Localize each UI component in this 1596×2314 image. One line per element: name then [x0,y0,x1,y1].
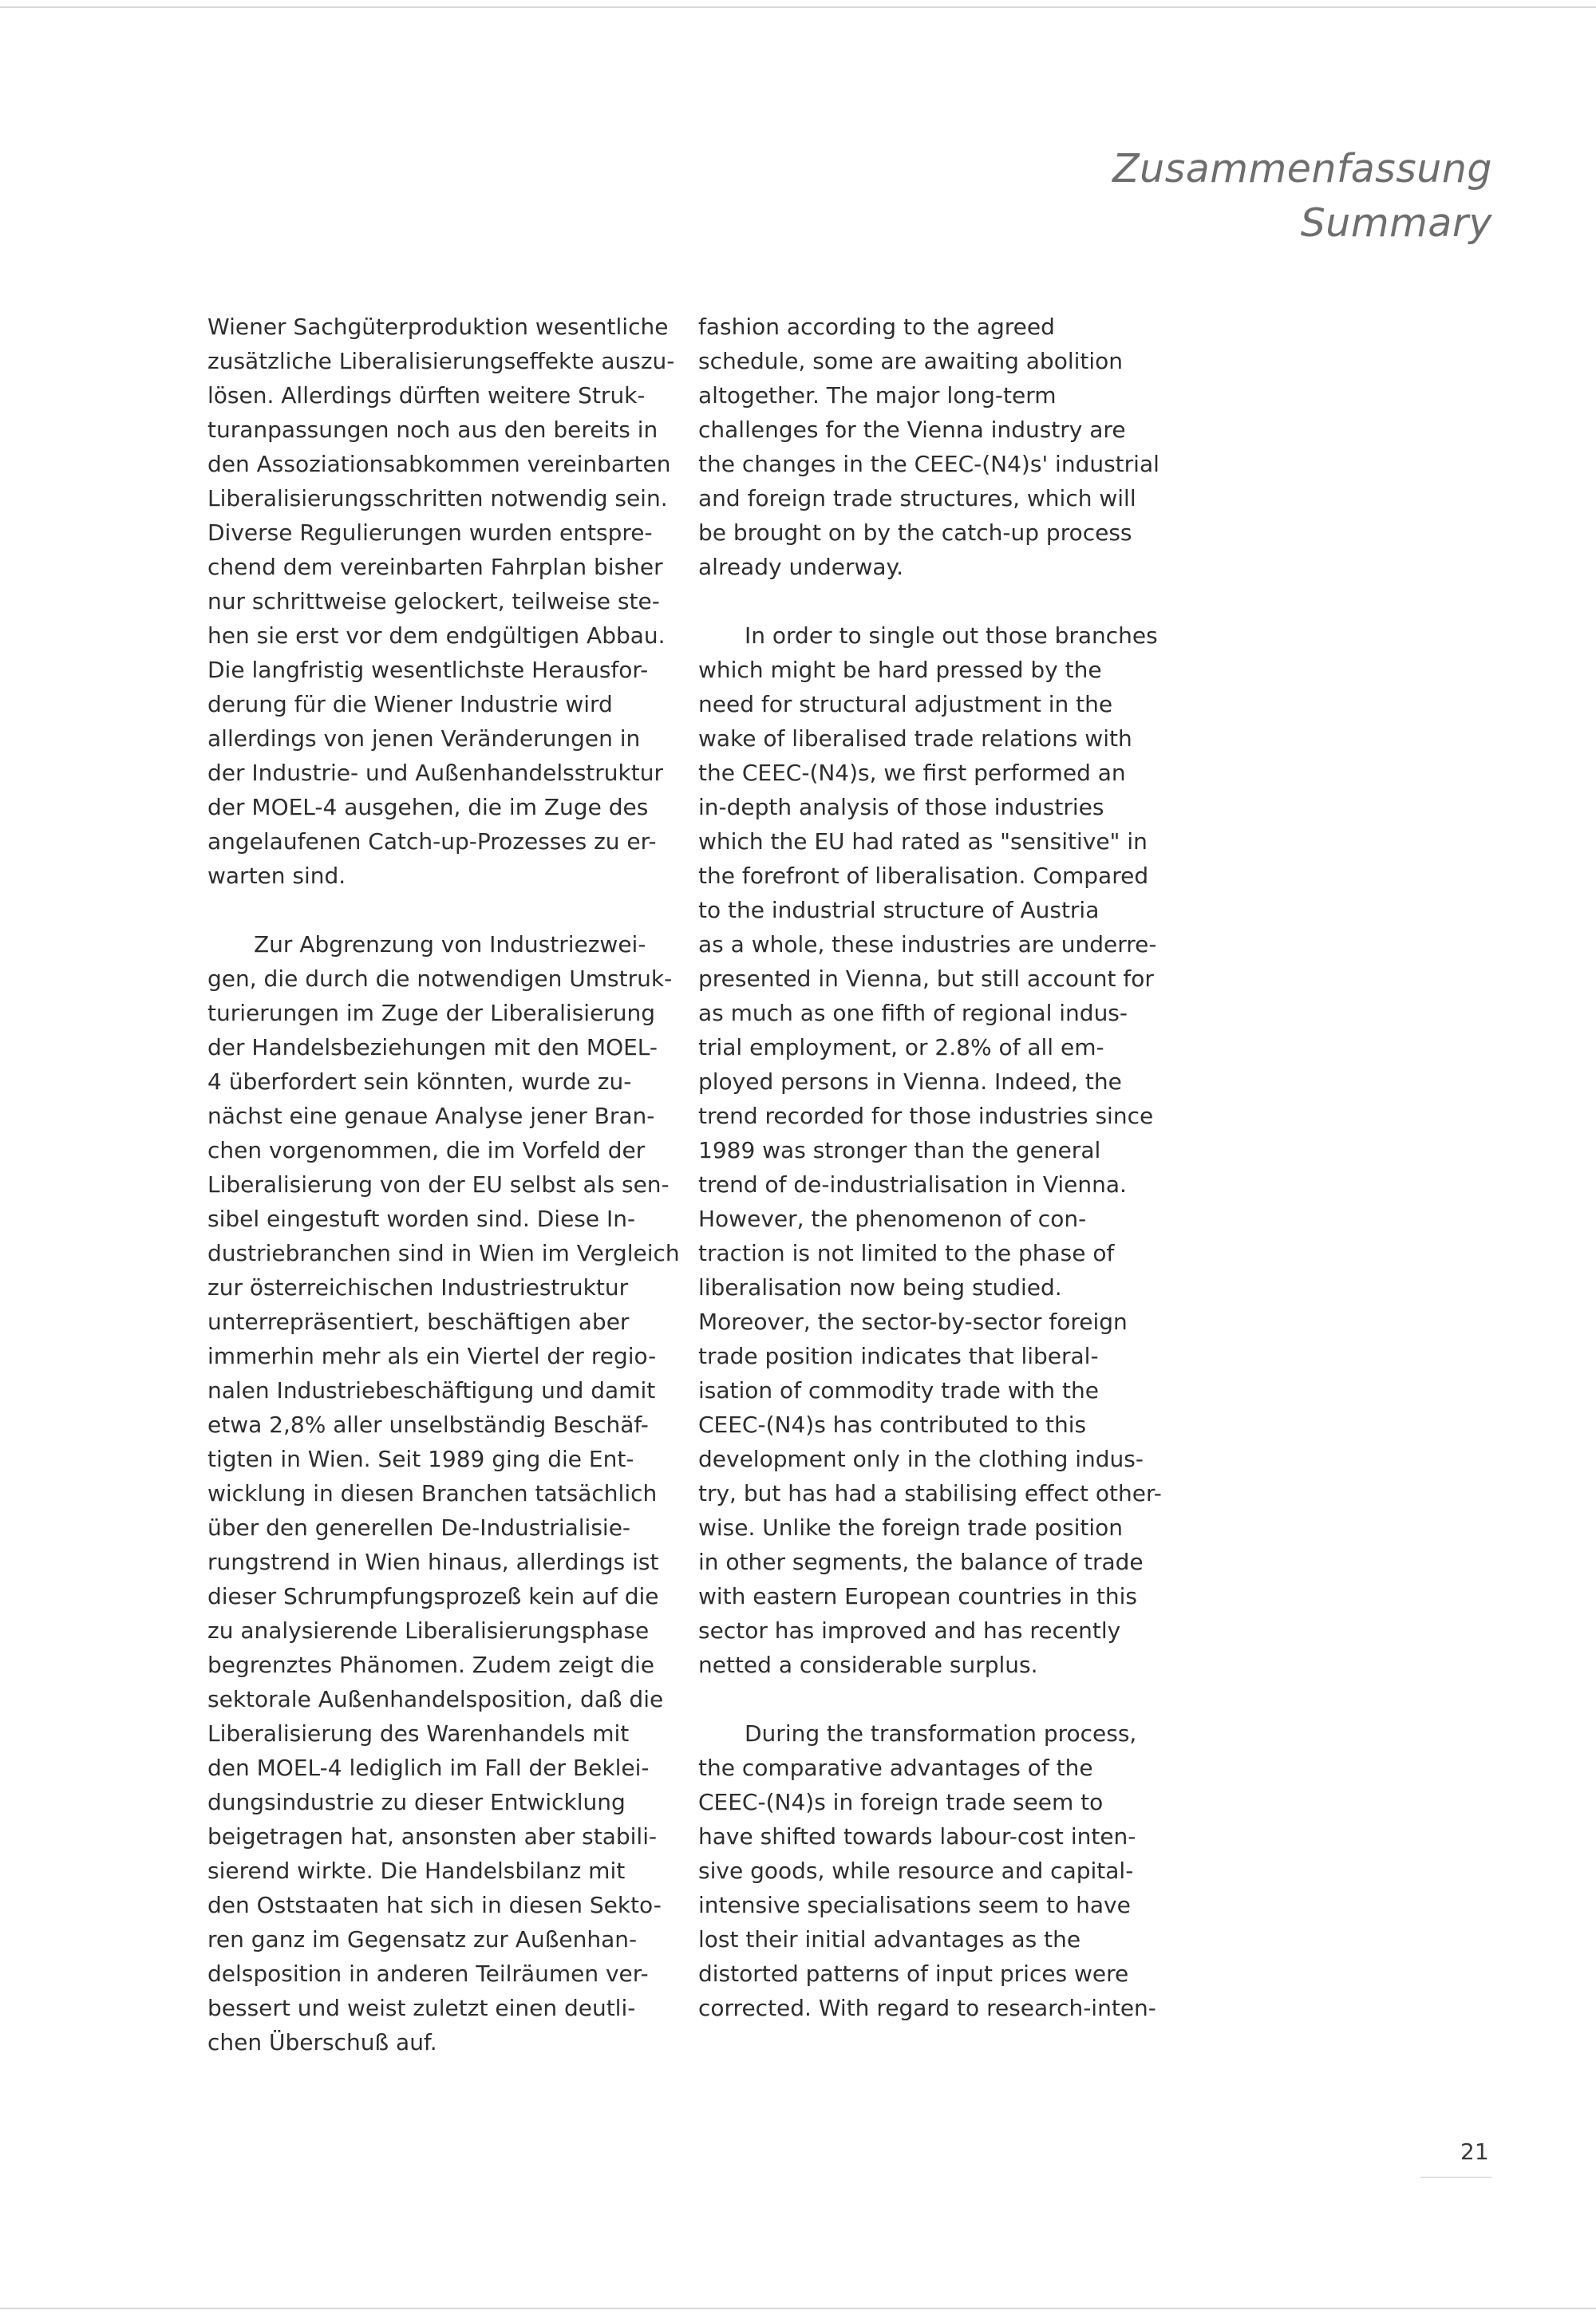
text-line: have shifted towards labour-cost inten- [698,1823,1136,1850]
text-line: zusätzliche Liberalisierungseffekte auszu- [207,348,675,374]
text-line: chend dem vereinbarten Fahrplan bisher [207,554,663,580]
text-line: bessert und weist zuletzt einen deutli- [207,1995,636,2021]
scan-edge-bottom [0,2308,1596,2309]
text-line: altogether. The major long-term [698,382,1057,409]
text-line: be brought on by the catch-up process [698,519,1132,546]
text-line: trend recorded for those industries since [698,1103,1154,1129]
text-line: angelaufenen Catch-up-Prozesses zu er- [207,828,657,855]
text-line: wake of liberalised trade relations with [698,725,1132,752]
text-line: During the transformation process, [745,1720,1137,1747]
scan-edge-top [0,6,1596,8]
section-title-german: Zusammenfassung [1112,146,1492,192]
text-line: unterrepräsentiert, beschäftigen aber [207,1309,630,1335]
text-line: chen Überschuß auf. [207,2029,437,2055]
text-line: the forefront of liberalisation. Compared [698,863,1149,889]
text-line: sive goods, while resource and capital- [698,1858,1134,1884]
text-line: der Industrie- und Außenhandelsstruktur [207,760,663,786]
text-line: warten sind. [207,863,346,889]
text-line: wicklung in diesen Branchen tatsächlich [207,1480,658,1506]
text-line: Liberalisierung von der EU selbst als sen- [207,1171,670,1198]
text-line: nur schrittweise gelockert, teilweise ste- [207,588,660,614]
text-line: trade position indicates that liberal- [698,1343,1099,1369]
text-line: etwa 2,8% aller unselbständig Beschäf- [207,1412,649,1438]
text-line: the changes in the CEEC-(N4)s' industrial [698,451,1159,477]
text-line: However, the phenomenon of con- [698,1206,1087,1232]
text-line: begrenztes Phänomen. Zudem zeigt die [207,1652,654,1678]
text-line: wise. Unlike the foreign trade position [698,1514,1124,1541]
page-number-rule [1420,2177,1492,2178]
text-line: 1989 was stronger than the general [698,1137,1101,1163]
text-line: beigetragen hat, ansonsten aber stabili- [207,1823,658,1850]
text-line: 4 überfordert sein könnten, wurde zu- [207,1068,632,1095]
text-line: zu analysierende Liberalisierungsphase [207,1617,650,1644]
text-line: der Handelsbeziehungen mit den MOEL- [207,1034,658,1060]
text-line: and foreign trade structures, which will [698,485,1136,511]
text-line: Liberalisierung des Warenhandels mit [207,1720,630,1747]
text-line: distorted patterns of input prices were [698,1961,1129,1987]
text-line: der MOEL-4 ausgehen, die im Zuge des [207,794,649,820]
paragraph [207,927,680,2059]
text-line: dustriebranchen sind in Wien im Vergleich [207,1240,680,1266]
text-line: corrected. With regard to research-inten- [698,1995,1156,2021]
text-line: dieser Schrumpfungsprozeß kein auf die [207,1583,659,1609]
text-line: as a whole, these industries are underre- [698,931,1157,958]
paragraph [698,1716,1156,2025]
text-line: lost their initial advantages as the [698,1926,1081,1953]
text-line: in other segments, the balance of trade [698,1549,1144,1575]
text-line: the comparative advantages of the [698,1755,1093,1781]
text-line: sierend wirkte. Die Handelsbilanz mit [207,1858,626,1884]
text-line: turanpassungen noch aus den bereits in [207,417,658,443]
text-line: derung für die Wiener Industrie wird [207,691,613,717]
text-line: Die langfristig wesentlichste Herausfor- [207,657,649,683]
left-text-column [207,310,680,2094]
section-title-english: Summary [1300,200,1492,246]
text-line: netted a considerable surplus. [698,1652,1038,1678]
text-line: In order to single out those branches [745,622,1158,649]
text-line: tigten in Wien. Seit 1989 ging die Ent- [207,1446,634,1472]
text-line: dungsindustrie zu dieser Entwicklung [207,1789,626,1815]
text-line: intensive specialisations seem to have [698,1892,1131,1918]
text-line: Liberalisierungsschritten notwendig sein. [207,485,668,511]
text-line: isation of commodity trade with the [698,1377,1099,1404]
text-line: liberalisation now being studied. [698,1274,1062,1301]
text-line: den MOEL-4 lediglich im Fall der Beklei- [207,1755,650,1781]
text-line: nalen Industriebeschäftigung und damit [207,1377,656,1404]
text-line: challenges for the Vienna industry are [698,417,1126,443]
text-line: CEEC-(N4)s in foreign trade seem to [698,1789,1104,1815]
text-line: development only in the clothing indus- [698,1446,1144,1472]
text-line: nächst eine genaue Analyse jener Bran- [207,1103,655,1129]
text-line: sektorale Außenhandelsposition, daß die [207,1686,664,1712]
text-line: allerdings von jenen Veränderungen in [207,725,641,752]
paragraph [698,618,1162,1682]
text-line: lösen. Allerdings dürften weitere Struk- [207,382,646,409]
text-line: schedule, some are awaiting abolition [698,348,1124,374]
text-line: immerhin mehr als ein Viertel der regio- [207,1343,657,1369]
text-line: delsposition in anderen Teilräumen ver- [207,1961,649,1987]
text-line: try, but has had a stabilising effect other- [698,1480,1162,1506]
text-line: sector has improved and has recently [698,1617,1121,1644]
text-line: ployed persons in Vienna. Indeed, the [698,1068,1122,1095]
paragraph [698,310,1159,584]
text-line: ren ganz im Gegensatz zur Außenhan- [207,1926,638,1953]
text-line: which might be hard pressed by the [698,657,1102,683]
text-line: über den generellen De-Industrialisie- [207,1514,631,1541]
text-line: Moreover, the sector-by-sector foreign [698,1309,1128,1335]
section-header [1112,142,1492,251]
text-line: rungstrend in Wien hinaus, allerdings ist [207,1549,659,1575]
text-line: chen vorgenommen, die im Vorfeld der [207,1137,646,1163]
text-line: Zur Abgrenzung von Industriezwei- [254,931,646,958]
text-line: hen sie erst vor dem endgültigen Abbau. [207,622,666,649]
page-number: 21 [1460,2138,1489,2165]
text-line: traction is not limited to the phase of [698,1240,1115,1266]
text-line: as much as one fifth of regional indus- [698,1000,1128,1026]
text-line: Wiener Sachgüterproduktion wesentliche [207,314,669,340]
text-line: trend of de-industrialisation in Vienna. [698,1171,1127,1198]
text-line: CEEC-(N4)s has contributed to this [698,1412,1087,1438]
text-line: den Oststaaten hat sich in diesen Sekto- [207,1892,662,1918]
text-line: already underway. [698,554,904,580]
paragraph [207,310,675,893]
text-line: presented in Vienna, but still account for [698,965,1154,992]
text-line: Diverse Regulierungen wurden entspre- [207,519,653,546]
text-line: trial employment, or 2.8% of all em- [698,1034,1104,1060]
text-line: gen, die durch die notwendigen Umstruk- [207,965,673,992]
text-line: to the industrial structure of Austria [698,897,1100,923]
text-line: which the EU had rated as "sensitive" in [698,828,1148,855]
text-line: in-depth analysis of those industries [698,794,1104,820]
text-line: turierungen im Zuge der Liberalisierung [207,1000,656,1026]
text-line: the CEEC-(N4)s, we first performed an [698,760,1126,786]
text-line: sibel eingestuft worden sind. Diese In- [207,1206,636,1232]
text-line: fashion according to the agreed [698,314,1055,340]
right-text-column [698,310,1162,2059]
text-line: need for structural adjustment in the [698,691,1113,717]
text-line: den Assoziationsabkommen vereinbarten [207,451,671,477]
text-line: with eastern European countries in this [698,1583,1137,1609]
text-line: zur österreichischen Industriestruktur [207,1274,629,1301]
